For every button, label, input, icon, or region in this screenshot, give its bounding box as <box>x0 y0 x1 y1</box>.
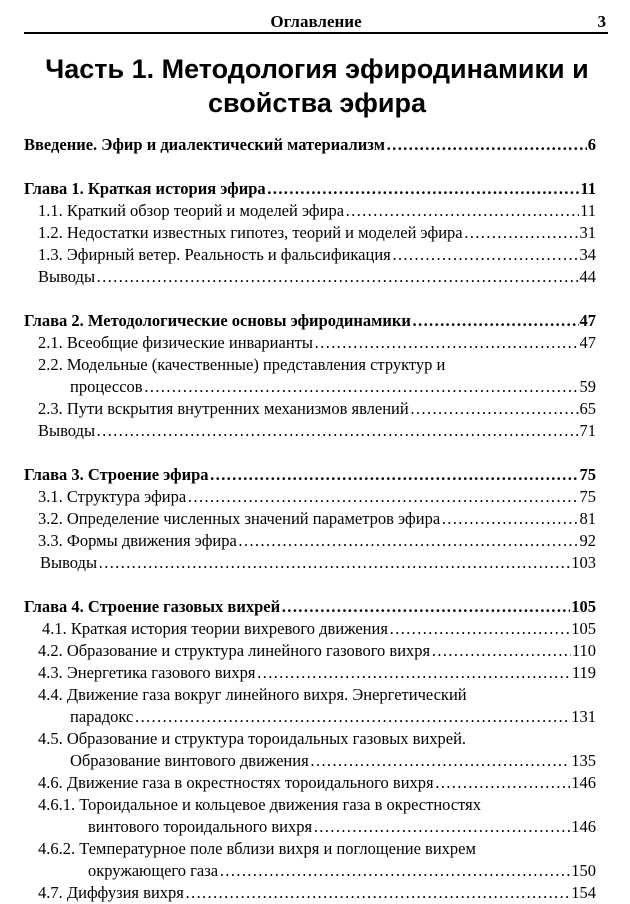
toc-entry-chapter-2[interactable] <box>24 310 596 332</box>
leader-dots <box>431 640 571 662</box>
toc-entry-2-3[interactable] <box>24 398 596 420</box>
toc-entry-title: 1.2. Недостатки известных гипотез, теорий и моделей эфира <box>38 223 463 242</box>
toc-entry-title: 4.2. Образование и структура линейного газового вихря <box>38 641 431 660</box>
toc-entry-title: Введение. Эфир и диалектический материализм <box>24 135 385 154</box>
leader-dots <box>267 178 580 200</box>
leader-dots <box>238 530 579 552</box>
toc-entry-page: 146 <box>571 773 596 792</box>
toc-entry-title: Выводы <box>38 267 96 286</box>
toc-entry-title: 4.7. Диффузия вихря <box>38 883 184 902</box>
toc-entry-page: 135 <box>571 751 596 770</box>
toc-entry-page: 71 <box>579 421 596 440</box>
toc-entry-page: 92 <box>579 531 596 550</box>
leader-dots <box>345 200 579 222</box>
toc-entry-page: 59 <box>579 377 596 396</box>
toc-entry-page: 103 <box>571 553 596 572</box>
table-of-contents <box>24 134 596 904</box>
toc-entry-page: 65 <box>579 399 596 418</box>
toc-entry-title: 3.2. Определение численных значений параметров эфира <box>38 509 441 528</box>
toc-entry-4-1[interactable] <box>24 618 596 640</box>
toc-entry-title: парадокс <box>70 707 134 726</box>
part-title-line-1: Часть 1. Методология эфиродинамики и <box>45 54 589 84</box>
toc-entry-page: 105 <box>571 619 596 638</box>
toc-entry-2-2-line-1[interactable]: 2.2. Модельные (качественные) представления структур и <box>38 355 446 374</box>
toc-entry-page: 75 <box>579 487 596 506</box>
toc-entry-page: 119 <box>571 663 596 682</box>
toc-entry-4-6-2[interactable] <box>24 860 596 882</box>
leader-dots <box>412 310 579 332</box>
toc-entry-3-1[interactable] <box>24 486 596 508</box>
toc-entry-chapter-1[interactable] <box>24 178 596 200</box>
leader-dots <box>210 464 579 486</box>
leader-dots <box>185 882 570 904</box>
toc-entry-page: 34 <box>579 245 596 264</box>
leader-dots <box>144 376 579 398</box>
part-title-line-2: свойства эфира <box>208 88 426 118</box>
toc-entry-title: процессов <box>70 377 143 396</box>
toc-entry-title: 3.1. Структура эфира <box>38 487 187 506</box>
toc-entry-introduction[interactable] <box>24 134 596 156</box>
toc-entry-4-4-line-1[interactable]: 4.4. Движение газа вокруг линейного вихря. Энергетический <box>38 685 467 704</box>
toc-entry-page: 110 <box>571 641 596 660</box>
toc-entry-4-7[interactable] <box>24 882 596 904</box>
toc-entry-4-6[interactable] <box>24 772 596 794</box>
toc-entry-title: 4.3. Энергетика газового вихря <box>38 663 256 682</box>
toc-entry-title: 4.6. Движение газа в окрестностях тороидального вихря <box>38 773 434 792</box>
toc-entry-title: Выводы <box>38 421 96 440</box>
toc-entry-page: 150 <box>571 861 596 880</box>
toc-entry-3-2[interactable] <box>24 508 596 530</box>
leader-dots <box>98 552 570 574</box>
toc-entry-1-1[interactable] <box>24 200 596 222</box>
toc-entry-4-4[interactable] <box>24 706 596 728</box>
leader-dots <box>187 486 578 508</box>
toc-entry-title: Глава 2. Методологические основы эфиродинамики <box>24 311 411 330</box>
toc-entry-page: 146 <box>571 817 596 836</box>
leader-dots <box>464 222 579 244</box>
toc-entry-title: 2.3. Пути вскрытия внутренних механизмов явлений <box>38 399 409 418</box>
toc-entry-title: 2.1. Всеобщие физические инварианты <box>38 333 313 352</box>
leader-dots <box>256 662 570 684</box>
leader-dots <box>96 420 578 442</box>
toc-entry-2-2[interactable] <box>24 376 596 398</box>
leader-dots <box>134 706 570 728</box>
leader-dots <box>281 596 570 618</box>
toc-entry-4-6-1[interactable] <box>24 816 596 838</box>
toc-entry-chapter-3[interactable] <box>24 464 596 486</box>
toc-entry-conclusions-2[interactable] <box>24 420 596 442</box>
toc-entry-3-3[interactable] <box>24 530 596 552</box>
toc-entry-page: 44 <box>579 267 596 286</box>
toc-entry-1-3[interactable] <box>24 244 596 266</box>
toc-entry-title: 3.3. Формы движения эфира <box>38 531 237 550</box>
toc-entry-page: 131 <box>571 707 596 726</box>
toc-entry-1-2[interactable] <box>24 222 596 244</box>
header-page-number: 3 <box>597 12 606 31</box>
leader-dots <box>441 508 578 530</box>
leader-dots <box>314 332 579 354</box>
toc-entry-title: Выводы <box>40 553 98 572</box>
toc-entry-page: 47 <box>579 311 596 330</box>
toc-entry-page: 31 <box>579 223 596 242</box>
leader-dots <box>389 618 570 640</box>
toc-entry-4-5[interactable] <box>24 750 596 772</box>
toc-entry-page: 81 <box>579 509 596 528</box>
toc-entry-4-3[interactable] <box>24 662 596 684</box>
toc-entry-title: винтового тороидального вихря <box>88 817 313 836</box>
toc-entry-4-6-2-line-1[interactable]: 4.6.2. Температурное поле вблизи вихря и поглощение вихрем <box>38 839 476 858</box>
leader-dots <box>313 816 570 838</box>
toc-entry-2-1[interactable] <box>24 332 596 354</box>
toc-entry-page: 47 <box>579 333 596 352</box>
toc-entry-page: 6 <box>587 135 596 154</box>
toc-entry-title: Образование винтового движения <box>70 751 309 770</box>
toc-entry-page: 75 <box>579 465 596 484</box>
toc-entry-conclusions-1[interactable] <box>24 266 596 288</box>
toc-entry-page: 154 <box>571 883 596 902</box>
toc-entry-4-2[interactable] <box>24 640 596 662</box>
toc-entry-title: 1.3. Эфирный ветер. Реальность и фальсификация <box>38 245 391 264</box>
toc-entry-title: Глава 4. Строение газовых вихрей <box>24 597 281 616</box>
toc-entry-4-5-line-1[interactable]: 4.5. Образование и структура тороидальных газовых вихрей. <box>38 729 467 748</box>
toc-entry-title: Глава 3. Строение эфира <box>24 465 209 484</box>
running-header <box>24 10 608 34</box>
toc-entry-title: 4.1. Краткая история теории вихревого движения <box>42 619 388 638</box>
leader-dots <box>435 772 571 794</box>
toc-entry-conclusions-3[interactable] <box>24 552 596 574</box>
part-title <box>40 52 594 120</box>
leader-dots <box>410 398 579 420</box>
header-title: Оглавление <box>270 12 362 31</box>
toc-entry-title: окружающего газа <box>88 861 219 880</box>
leader-dots <box>386 134 587 156</box>
leader-dots <box>96 266 578 288</box>
leader-dots <box>392 244 579 266</box>
toc-entry-page: 11 <box>580 179 596 198</box>
toc-entry-title: Глава 1. Краткая история эфира <box>24 179 266 198</box>
toc-entry-chapter-4[interactable] <box>24 596 596 618</box>
leader-dots <box>310 750 571 772</box>
toc-entry-page: 11 <box>580 201 596 220</box>
toc-entry-page: 105 <box>571 597 596 616</box>
toc-entry-title: 1.1. Краткий обзор теорий и моделей эфира <box>38 201 345 220</box>
toc-entry-4-6-1-line-1[interactable]: 4.6.1. Тороидальное и кольцевое движения газа в окрестностях <box>38 795 481 814</box>
leader-dots <box>219 860 570 882</box>
